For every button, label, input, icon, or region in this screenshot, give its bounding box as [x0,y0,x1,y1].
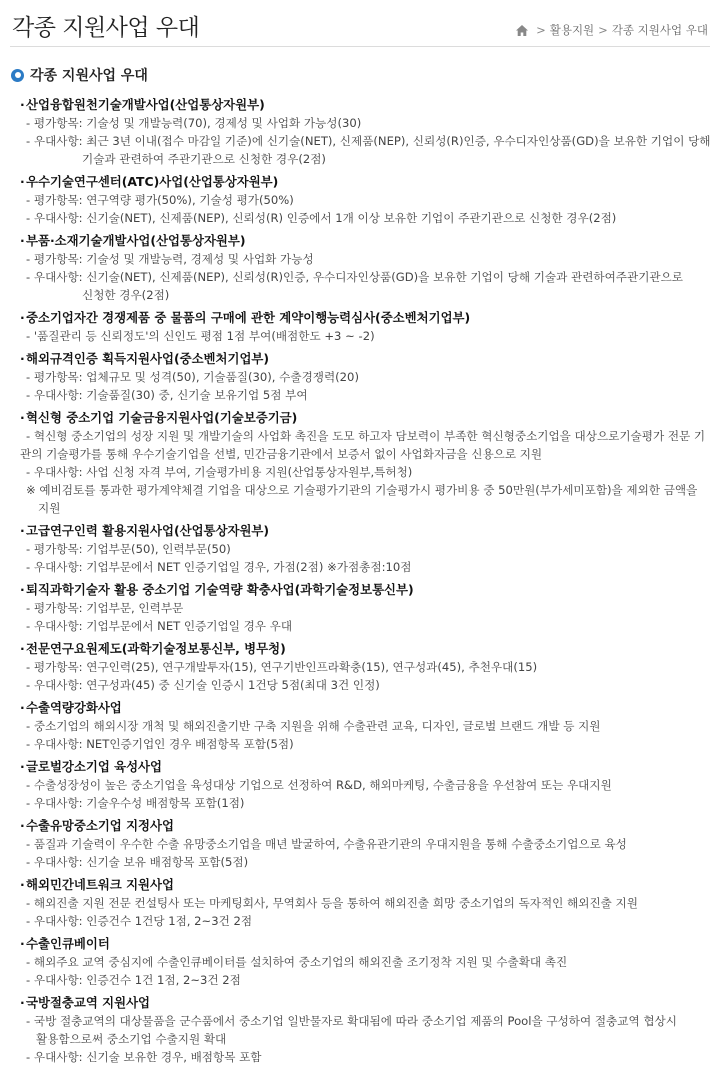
program-detail-line: - 품질과 기술력이 우수한 수출 유망중소기업을 매년 발굴하여, 수출유관기관의 우대지원을 통해 수출중소기업으로 육성 [26,837,627,851]
program-detail-line: 지원 [38,501,61,515]
program-title: · 수출인큐베이터 [20,935,710,953]
program-detail-line: - 우대사항: 최근 3년 이내(접수 마감일 기준)에 신기술(NET), 신제품(NEP), 신뢰성(R)인증, 우수디자인상품(GD)을 보유한 기업이 당해 [26,134,711,148]
program-item [20,173,710,227]
program-detail-line: - 우대사항: 기업부문에서 NET 인증기업일 경우 우대 [26,619,293,633]
program-item [20,409,710,517]
program-item [20,232,710,304]
program-title: · 부품·소재기술개발사업(산업통상자원부) [20,232,710,250]
circle-bullet-icon [11,69,24,82]
program-detail-line: - 중소기업의 해외시장 개척 및 해외진출기반 구축 지원을 위해 수출관련 교육, 디자인, 글로벌 브랜드 개발 등 지원 [26,719,601,733]
program-detail-line: 기술과 관련하여 주관기관으로 신청한 경우(2점) [82,152,326,166]
breadcrumb-separator: > [536,23,546,37]
program-detail-line: - 혁신형 중소기업의 성장 지원 및 개발기술의 사업화 촉진을 도모 하고자 담보력이 부족한 혁신형중소기업을 대상으로기술평가 전문 기 [26,429,706,443]
breadcrumb-separator: > [598,23,608,37]
program-detail-line: - 평가항목: 기업부문, 인력부문 [26,601,184,615]
program-item [20,935,710,989]
program-item [20,699,710,753]
program-title: · 수출유망중소기업 지정사업 [20,817,710,835]
program-detail-line: - 평가항목: 연구인력(25), 연구개발투자(15), 연구기반인프라확충(15), 연구성과(45), 추천우대(15) [26,660,538,674]
program-list [20,96,710,1071]
page-title: 각종 지원사업 우대 [12,15,200,41]
program-title: · 중소기업자간 경쟁제품 중 물품의 구매에 관한 계약이행능력심사(중소벤처기업부) [20,309,710,327]
program-detail-line: - 평가항목: 기술성 및 개발능력(70), 경제성 및 사업화 가능성(30) [26,116,362,130]
program-detail-line: 활용함으로써 중소기업 수출지원 확대 [36,1032,227,1046]
home-icon[interactable] [516,25,528,36]
program-item [20,581,710,635]
program-detail-line: - '품질관리 등 신뢰정도'의 신인도 평점 1점 부여(배점한도 +3 ~ -2) [26,329,375,343]
program-item [20,640,710,694]
program-detail-line: - 평가항목: 기업부문(50), 인력부문(50) [26,542,231,556]
breadcrumb-item-support[interactable]: 활용지원 [549,23,595,37]
program-detail-line: - 우대사항: 신기술 보유 배점항목 포함(5점) [26,855,249,869]
breadcrumb-item-current: 각종 지원사업 우대 [611,23,708,37]
program-item [20,350,710,404]
program-item [20,994,710,1066]
program-item [20,876,710,930]
program-detail-line: - 해외진출 지원 전문 컨설팅사 또는 마케팅회사, 무역회사 등을 통하여 해외진출 희망 중소기업의 독자적인 해외진출 지원 [26,896,638,910]
program-item [20,96,710,168]
page-header [10,0,710,47]
program-detail-line: - 우대사항: 기술우수성 배점항목 포함(1점) [26,796,245,810]
program-detail-line: - 우대사항: 기술품질(30) 중, 신기술 보유기업 5점 부여 [26,388,308,402]
program-detail-line: - 평가항목: 연구역량 평가(50%), 기술성 평가(50%) [26,193,294,207]
program-detail-line: - 우대사항: 신기술(NET), 신제품(NEP), 신뢰성(R) 인증에서 1개 이상 보유한 기업이 주관기관으로 신청한 경우(2점) [26,211,617,225]
program-title: · 해외규격인증 획득지원사업(중소벤처기업부) [20,350,710,368]
program-title: · 수출역량강화사업 [20,699,710,717]
section-heading [11,65,148,85]
program-detail-line: - 우대사항: 신기술(NET), 신제품(NEP), 신뢰성(R)인증, 우수디자인상품(GD)을 보유한 기업이 당해 기술과 관련하여주관기관으로 [26,270,684,284]
program-title: · 혁신형 중소기업 기술금융지원사업(기술보증기금) [20,409,710,427]
program-detail-line: - 우대사항: 신기술 보유한 경우, 배점항목 포함 [26,1050,262,1064]
program-detail-line: - 우대사항: NET인증기업인 경우 배점항목 포함(5점) [26,737,294,751]
program-title: · 글로벌강소기업 육성사업 [20,758,710,776]
program-title: · 산업융합원천기술개발사업(산업통상자원부) [20,96,710,114]
program-detail-line: - 국방 절충교역의 대상물품을 군수품에서 중소기업 일반물자로 확대됨에 따라 중소기업 제품의 Pool을 구성하여 절충교역 협상시 [26,1014,677,1028]
program-title: · 국방절충교역 지원사업 [20,994,710,1012]
program-detail-line: - 수출성장성이 높은 중소기업을 육성대상 기업으로 선정하여 R&D, 해외마케팅, 수출금융을 우선참여 또는 우대지원 [26,778,612,792]
program-detail-line: 신청한 경우(2점) [82,288,170,302]
program-detail-line: - 우대사항: 연구성과(45) 중 신기술 인증시 1건당 5점(최대 3건 인정) [26,678,380,692]
program-detail-line: - 우대사항: 사업 신청 자격 부여, 기술평가비용 지원(산업통상자원부,특허청) [26,465,413,479]
program-detail-line: - 평가항목: 업체규모 및 성격(50), 기술품질(30), 수출경쟁력(20) [26,370,359,384]
program-title: · 고급연구인력 활용지원사업(산업통상자원부) [20,522,710,540]
program-title: · 퇴직과학기술자 활용 중소기업 기술역량 확충사업(과학기술정보통신부) [20,581,710,599]
program-detail-line: - 우대사항: 인증건수 1건당 1점, 2~3건 2점 [26,914,253,928]
program-detail-line: - 우대사항: 인증건수 1건 1점, 2~3건 2점 [26,973,241,987]
program-detail-line: ※ 예비검토를 통과한 평가계약체결 기업을 대상으로 기술평가기관의 기술평가시 평가비용 중 50만원(부가세미포함)을 제외한 금액을 [26,483,698,497]
program-item [20,758,710,812]
program-detail-line: - 해외주요 교역 중심지에 수출인큐베이터를 설치하여 중소기업의 해외진출 조기정착 지원 및 수출확대 촉진 [26,955,568,969]
section-title-text: 각종 지원사업 우대 [30,68,148,84]
program-item [20,522,710,576]
program-item [20,817,710,871]
program-detail-line: 관의 기술평가를 통해 우수기술기업을 선별, 민간금융기관에서 보증서 없이 사업화자금을 신용으로 지원 [20,447,543,461]
program-title: · 우수기술연구센터(ATC)사업(산업통상자원부) [20,173,710,191]
program-title: · 해외민간네트워크 지원사업 [20,876,710,894]
program-detail-line: - 평가항목: 기술성 및 개발능력, 경제성 및 사업화 가능성 [26,252,314,266]
program-item [20,309,710,345]
program-detail-line: - 우대사항: 기업부문에서 NET 인증기업일 경우, 가점(2점) ※가점총점:10점 [26,560,412,574]
program-title: · 전문연구요원제도(과학기술정보통신부, 병무청) [20,640,710,658]
breadcrumb [516,22,708,38]
